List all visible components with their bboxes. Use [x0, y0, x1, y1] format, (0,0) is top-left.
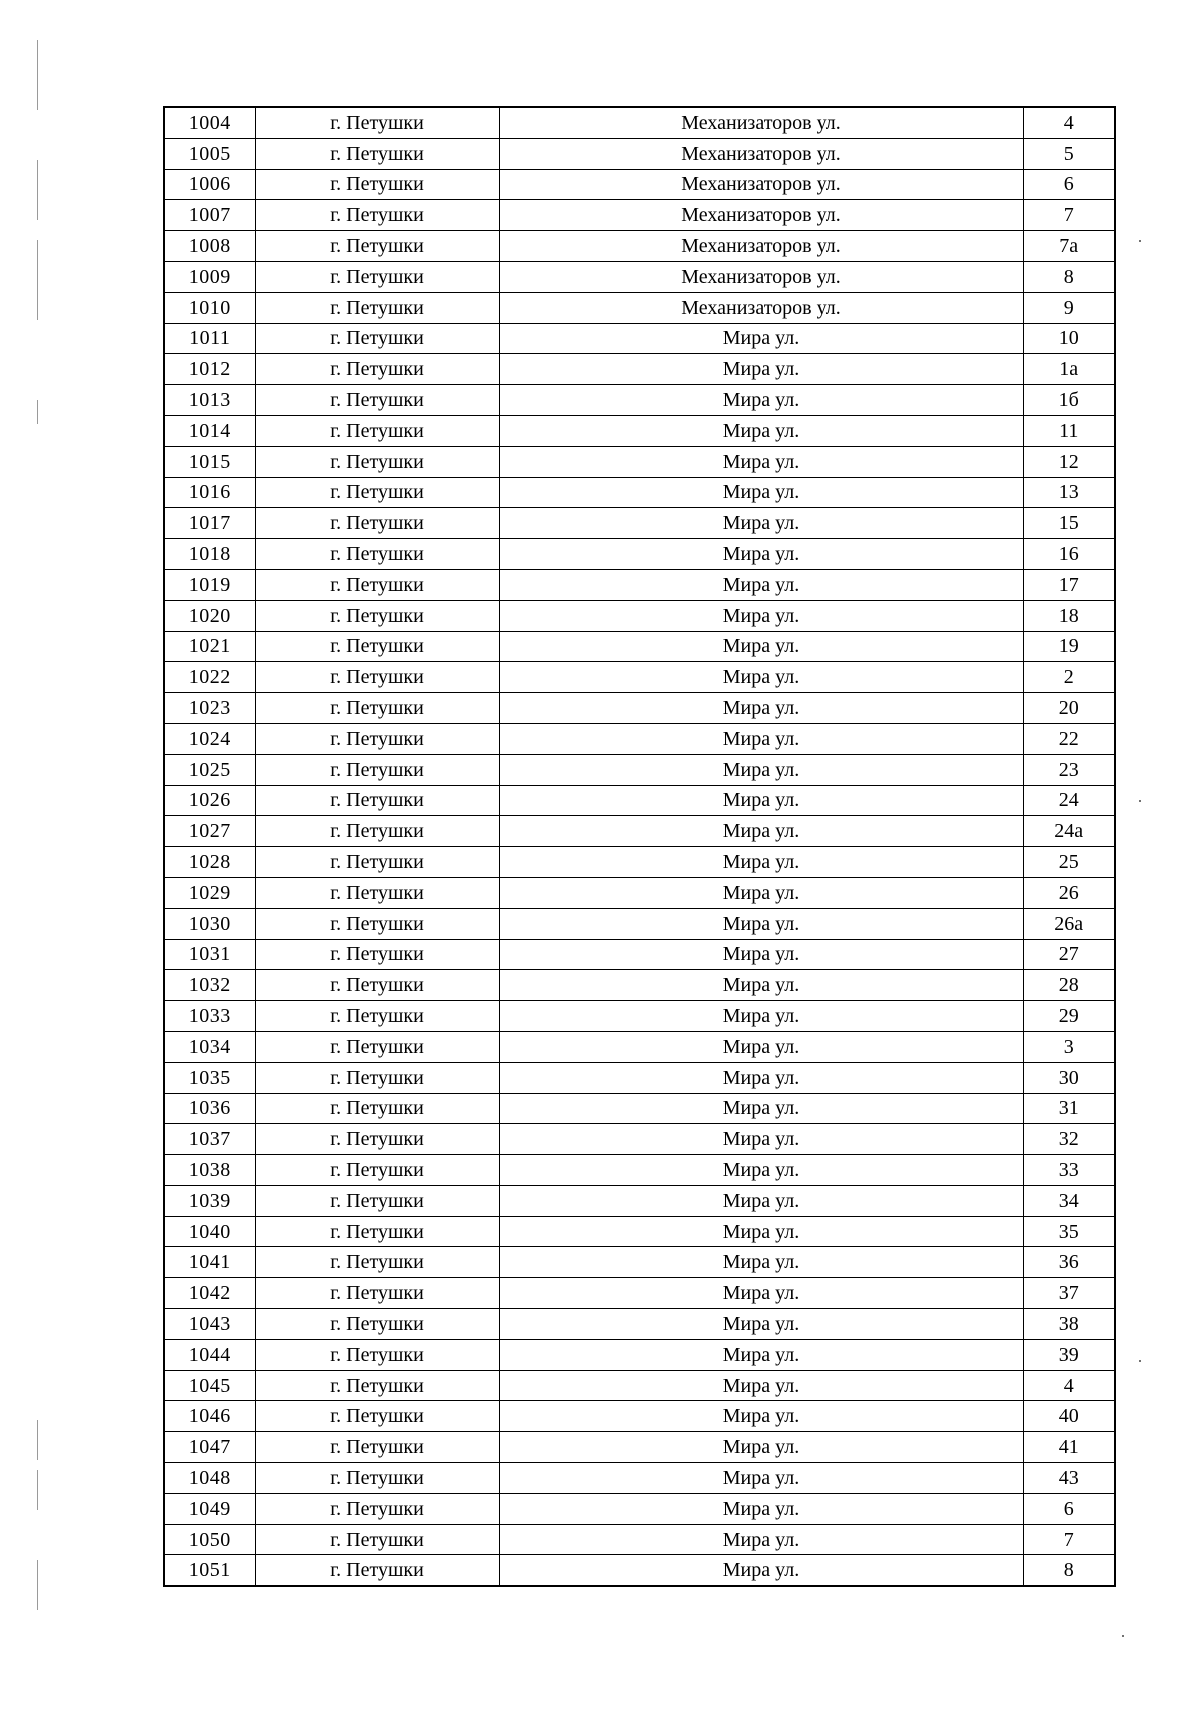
street-cell: Мира ул. [499, 1093, 1023, 1124]
city-cell: г. Петушки [255, 200, 499, 231]
city-cell: г. Петушки [255, 1401, 499, 1432]
table-row [164, 1339, 1115, 1370]
street-cell: Мира ул. [499, 1401, 1023, 1432]
table-row [164, 600, 1115, 631]
record-number-cell: 1037 [164, 1124, 255, 1155]
city-cell: г. Петушки [255, 1555, 499, 1586]
record-number-cell: 1047 [164, 1432, 255, 1463]
house-number-cell: 30 [1023, 1062, 1115, 1093]
table-row [164, 1493, 1115, 1524]
street-cell: Мира ул. [499, 354, 1023, 385]
house-number-cell: 11 [1023, 415, 1115, 446]
city-cell: г. Петушки [255, 1216, 499, 1247]
house-number-cell: 8 [1023, 1555, 1115, 1586]
record-number-cell: 1019 [164, 569, 255, 600]
table-row [164, 292, 1115, 323]
table-row [164, 1401, 1115, 1432]
house-number-cell: 18 [1023, 600, 1115, 631]
house-number-cell: 17 [1023, 569, 1115, 600]
street-cell: Мира ул. [499, 1463, 1023, 1494]
street-cell: Мира ул. [499, 970, 1023, 1001]
street-cell: Мира ул. [499, 600, 1023, 631]
record-number-cell: 1041 [164, 1247, 255, 1278]
record-number-cell: 1016 [164, 477, 255, 508]
city-cell: г. Петушки [255, 970, 499, 1001]
scan-edge-mark [37, 1420, 38, 1460]
city-cell: г. Петушки [255, 107, 499, 138]
house-number-cell: 1б [1023, 385, 1115, 416]
record-number-cell: 1038 [164, 1155, 255, 1186]
record-number-cell: 1030 [164, 908, 255, 939]
city-cell: г. Петушки [255, 631, 499, 662]
table-row [164, 354, 1115, 385]
house-number-cell: 6 [1023, 169, 1115, 200]
record-number-cell: 1013 [164, 385, 255, 416]
table-row [164, 1062, 1115, 1093]
city-cell: г. Петушки [255, 1124, 499, 1155]
table-row [164, 1001, 1115, 1032]
house-number-cell: 36 [1023, 1247, 1115, 1278]
record-number-cell: 1044 [164, 1339, 255, 1370]
city-cell: г. Петушки [255, 1001, 499, 1032]
house-number-cell: 4 [1023, 107, 1115, 138]
table-row [164, 693, 1115, 724]
scan-speck [1139, 240, 1141, 242]
city-cell: г. Петушки [255, 1062, 499, 1093]
table-row [164, 1124, 1115, 1155]
table-row [164, 107, 1115, 138]
house-number-cell: 37 [1023, 1278, 1115, 1309]
street-cell: Мира ул. [499, 539, 1023, 570]
city-cell: г. Петушки [255, 1278, 499, 1309]
table-row [164, 631, 1115, 662]
house-number-cell: 4 [1023, 1370, 1115, 1401]
city-cell: г. Петушки [255, 169, 499, 200]
city-cell: г. Петушки [255, 754, 499, 785]
house-number-cell: 12 [1023, 446, 1115, 477]
city-cell: г. Петушки [255, 693, 499, 724]
street-cell: Механизаторов ул. [499, 169, 1023, 200]
street-cell: Механизаторов ул. [499, 231, 1023, 262]
house-number-cell: 15 [1023, 508, 1115, 539]
house-number-cell: 31 [1023, 1093, 1115, 1124]
city-cell: г. Петушки [255, 1524, 499, 1555]
city-cell: г. Петушки [255, 1247, 499, 1278]
record-number-cell: 1050 [164, 1524, 255, 1555]
street-cell: Мира ул. [499, 662, 1023, 693]
scan-edge-mark [37, 40, 38, 110]
record-number-cell: 1046 [164, 1401, 255, 1432]
house-number-cell: 9 [1023, 292, 1115, 323]
house-number-cell: 26а [1023, 908, 1115, 939]
street-cell: Мира ул. [499, 1124, 1023, 1155]
street-cell: Мира ул. [499, 1493, 1023, 1524]
house-number-cell: 1а [1023, 354, 1115, 385]
table-row [164, 323, 1115, 354]
city-cell: г. Петушки [255, 847, 499, 878]
street-cell: Механизаторов ул. [499, 292, 1023, 323]
record-number-cell: 1028 [164, 847, 255, 878]
record-number-cell: 1004 [164, 107, 255, 138]
table-row [164, 1555, 1115, 1586]
record-number-cell: 1051 [164, 1555, 255, 1586]
record-number-cell: 1017 [164, 508, 255, 539]
city-cell: г. Петушки [255, 662, 499, 693]
table-row [164, 385, 1115, 416]
table-row [164, 939, 1115, 970]
record-number-cell: 1018 [164, 539, 255, 570]
street-cell: Мира ул. [499, 1278, 1023, 1309]
table-row [164, 662, 1115, 693]
street-cell: Механизаторов ул. [499, 200, 1023, 231]
street-cell: Мира ул. [499, 508, 1023, 539]
house-number-cell: 39 [1023, 1339, 1115, 1370]
scan-speck [1139, 1360, 1141, 1362]
table-row [164, 785, 1115, 816]
street-cell: Мира ул. [499, 754, 1023, 785]
record-number-cell: 1048 [164, 1463, 255, 1494]
house-number-cell: 32 [1023, 1124, 1115, 1155]
street-cell: Мира ул. [499, 385, 1023, 416]
table-row [164, 1463, 1115, 1494]
street-cell: Мира ул. [499, 1247, 1023, 1278]
street-cell: Мира ул. [499, 877, 1023, 908]
record-number-cell: 1011 [164, 323, 255, 354]
table-row [164, 723, 1115, 754]
house-number-cell: 24 [1023, 785, 1115, 816]
house-number-cell: 22 [1023, 723, 1115, 754]
city-cell: г. Петушки [255, 1031, 499, 1062]
table-row [164, 1093, 1115, 1124]
house-number-cell: 13 [1023, 477, 1115, 508]
record-number-cell: 1043 [164, 1309, 255, 1340]
table-row [164, 970, 1115, 1001]
address-table-body [164, 107, 1115, 1586]
house-number-cell: 24а [1023, 816, 1115, 847]
table-row [164, 847, 1115, 878]
record-number-cell: 1005 [164, 138, 255, 169]
house-number-cell: 10 [1023, 323, 1115, 354]
house-number-cell: 29 [1023, 1001, 1115, 1032]
street-cell: Мира ул. [499, 1370, 1023, 1401]
record-number-cell: 1034 [164, 1031, 255, 1062]
city-cell: г. Петушки [255, 1093, 499, 1124]
scan-edge-mark [37, 240, 38, 320]
table-row [164, 508, 1115, 539]
street-cell: Мира ул. [499, 908, 1023, 939]
record-number-cell: 1029 [164, 877, 255, 908]
record-number-cell: 1006 [164, 169, 255, 200]
record-number-cell: 1008 [164, 231, 255, 262]
city-cell: г. Петушки [255, 1185, 499, 1216]
city-cell: г. Петушки [255, 1370, 499, 1401]
table-row [164, 1524, 1115, 1555]
house-number-cell: 3 [1023, 1031, 1115, 1062]
street-cell: Мира ул. [499, 446, 1023, 477]
street-cell: Мира ул. [499, 1031, 1023, 1062]
city-cell: г. Петушки [255, 508, 499, 539]
city-cell: г. Петушки [255, 231, 499, 262]
house-number-cell: 40 [1023, 1401, 1115, 1432]
house-number-cell: 8 [1023, 261, 1115, 292]
city-cell: г. Петушки [255, 1432, 499, 1463]
table-row [164, 415, 1115, 446]
scan-speck [1139, 800, 1141, 802]
city-cell: г. Петушки [255, 446, 499, 477]
street-cell: Мира ул. [499, 477, 1023, 508]
street-cell: Мира ул. [499, 1155, 1023, 1186]
table-row [164, 1309, 1115, 1340]
city-cell: г. Петушки [255, 1463, 499, 1494]
record-number-cell: 1040 [164, 1216, 255, 1247]
table-row [164, 138, 1115, 169]
city-cell: г. Петушки [255, 1155, 499, 1186]
city-cell: г. Петушки [255, 723, 499, 754]
street-cell: Мира ул. [499, 939, 1023, 970]
street-cell: Мира ул. [499, 1555, 1023, 1586]
city-cell: г. Петушки [255, 354, 499, 385]
house-number-cell: 41 [1023, 1432, 1115, 1463]
record-number-cell: 1035 [164, 1062, 255, 1093]
record-number-cell: 1049 [164, 1493, 255, 1524]
city-cell: г. Петушки [255, 292, 499, 323]
table-row [164, 231, 1115, 262]
house-number-cell: 23 [1023, 754, 1115, 785]
city-cell: г. Петушки [255, 539, 499, 570]
city-cell: г. Петушки [255, 261, 499, 292]
scan-edge-mark [37, 160, 38, 220]
table-row [164, 1216, 1115, 1247]
city-cell: г. Петушки [255, 477, 499, 508]
address-table [163, 106, 1116, 1587]
city-cell: г. Петушки [255, 877, 499, 908]
city-cell: г. Петушки [255, 1309, 499, 1340]
street-cell: Механизаторов ул. [499, 138, 1023, 169]
street-cell: Мира ул. [499, 847, 1023, 878]
house-number-cell: 6 [1023, 1493, 1115, 1524]
record-number-cell: 1007 [164, 200, 255, 231]
city-cell: г. Петушки [255, 569, 499, 600]
street-cell: Мира ул. [499, 1309, 1023, 1340]
house-number-cell: 35 [1023, 1216, 1115, 1247]
table-row [164, 908, 1115, 939]
record-number-cell: 1020 [164, 600, 255, 631]
city-cell: г. Петушки [255, 939, 499, 970]
city-cell: г. Петушки [255, 1339, 499, 1370]
street-cell: Мира ул. [499, 631, 1023, 662]
scan-edge-mark [37, 1560, 38, 1610]
street-cell: Мира ул. [499, 1185, 1023, 1216]
record-number-cell: 1010 [164, 292, 255, 323]
house-number-cell: 34 [1023, 1185, 1115, 1216]
table-row [164, 1432, 1115, 1463]
record-number-cell: 1032 [164, 970, 255, 1001]
record-number-cell: 1042 [164, 1278, 255, 1309]
house-number-cell: 7 [1023, 200, 1115, 231]
street-cell: Мира ул. [499, 1216, 1023, 1247]
city-cell: г. Петушки [255, 600, 499, 631]
table-row [164, 1185, 1115, 1216]
house-number-cell: 25 [1023, 847, 1115, 878]
street-cell: Мира ул. [499, 1432, 1023, 1463]
house-number-cell: 26 [1023, 877, 1115, 908]
street-cell: Механизаторов ул. [499, 107, 1023, 138]
record-number-cell: 1045 [164, 1370, 255, 1401]
house-number-cell: 43 [1023, 1463, 1115, 1494]
record-number-cell: 1027 [164, 816, 255, 847]
table-row [164, 754, 1115, 785]
record-number-cell: 1031 [164, 939, 255, 970]
table-row [164, 261, 1115, 292]
record-number-cell: 1012 [164, 354, 255, 385]
table-row [164, 1155, 1115, 1186]
street-cell: Мира ул. [499, 693, 1023, 724]
city-cell: г. Петушки [255, 385, 499, 416]
street-cell: Мира ул. [499, 415, 1023, 446]
house-number-cell: 19 [1023, 631, 1115, 662]
scan-speck [1122, 1635, 1124, 1637]
record-number-cell: 1022 [164, 662, 255, 693]
house-number-cell: 27 [1023, 939, 1115, 970]
city-cell: г. Петушки [255, 785, 499, 816]
table-row [164, 169, 1115, 200]
record-number-cell: 1015 [164, 446, 255, 477]
table-row [164, 1247, 1115, 1278]
table-row [164, 816, 1115, 847]
table-row [164, 877, 1115, 908]
table-row [164, 1278, 1115, 1309]
street-cell: Мира ул. [499, 785, 1023, 816]
record-number-cell: 1026 [164, 785, 255, 816]
record-number-cell: 1036 [164, 1093, 255, 1124]
table-row [164, 539, 1115, 570]
record-number-cell: 1023 [164, 693, 255, 724]
table-row [164, 1370, 1115, 1401]
city-cell: г. Петушки [255, 138, 499, 169]
record-number-cell: 1014 [164, 415, 255, 446]
house-number-cell: 7 [1023, 1524, 1115, 1555]
house-number-cell: 5 [1023, 138, 1115, 169]
house-number-cell: 20 [1023, 693, 1115, 724]
house-number-cell: 33 [1023, 1155, 1115, 1186]
street-cell: Мира ул. [499, 1524, 1023, 1555]
table-row [164, 1031, 1115, 1062]
house-number-cell: 7а [1023, 231, 1115, 262]
table-row [164, 200, 1115, 231]
scan-edge-mark [37, 400, 38, 424]
scan-edge-mark [37, 1470, 38, 1510]
record-number-cell: 1021 [164, 631, 255, 662]
city-cell: г. Петушки [255, 908, 499, 939]
house-number-cell: 2 [1023, 662, 1115, 693]
record-number-cell: 1024 [164, 723, 255, 754]
street-cell: Мира ул. [499, 323, 1023, 354]
house-number-cell: 38 [1023, 1309, 1115, 1340]
house-number-cell: 28 [1023, 970, 1115, 1001]
city-cell: г. Петушки [255, 415, 499, 446]
table-row [164, 446, 1115, 477]
city-cell: г. Петушки [255, 816, 499, 847]
house-number-cell: 16 [1023, 539, 1115, 570]
street-cell: Мира ул. [499, 1001, 1023, 1032]
street-cell: Мира ул. [499, 1062, 1023, 1093]
street-cell: Мира ул. [499, 1339, 1023, 1370]
street-cell: Мира ул. [499, 723, 1023, 754]
street-cell: Мира ул. [499, 569, 1023, 600]
table-row [164, 477, 1115, 508]
city-cell: г. Петушки [255, 1493, 499, 1524]
table-row [164, 569, 1115, 600]
street-cell: Мира ул. [499, 816, 1023, 847]
street-cell: Механизаторов ул. [499, 261, 1023, 292]
record-number-cell: 1039 [164, 1185, 255, 1216]
record-number-cell: 1025 [164, 754, 255, 785]
record-number-cell: 1033 [164, 1001, 255, 1032]
city-cell: г. Петушки [255, 323, 499, 354]
record-number-cell: 1009 [164, 261, 255, 292]
